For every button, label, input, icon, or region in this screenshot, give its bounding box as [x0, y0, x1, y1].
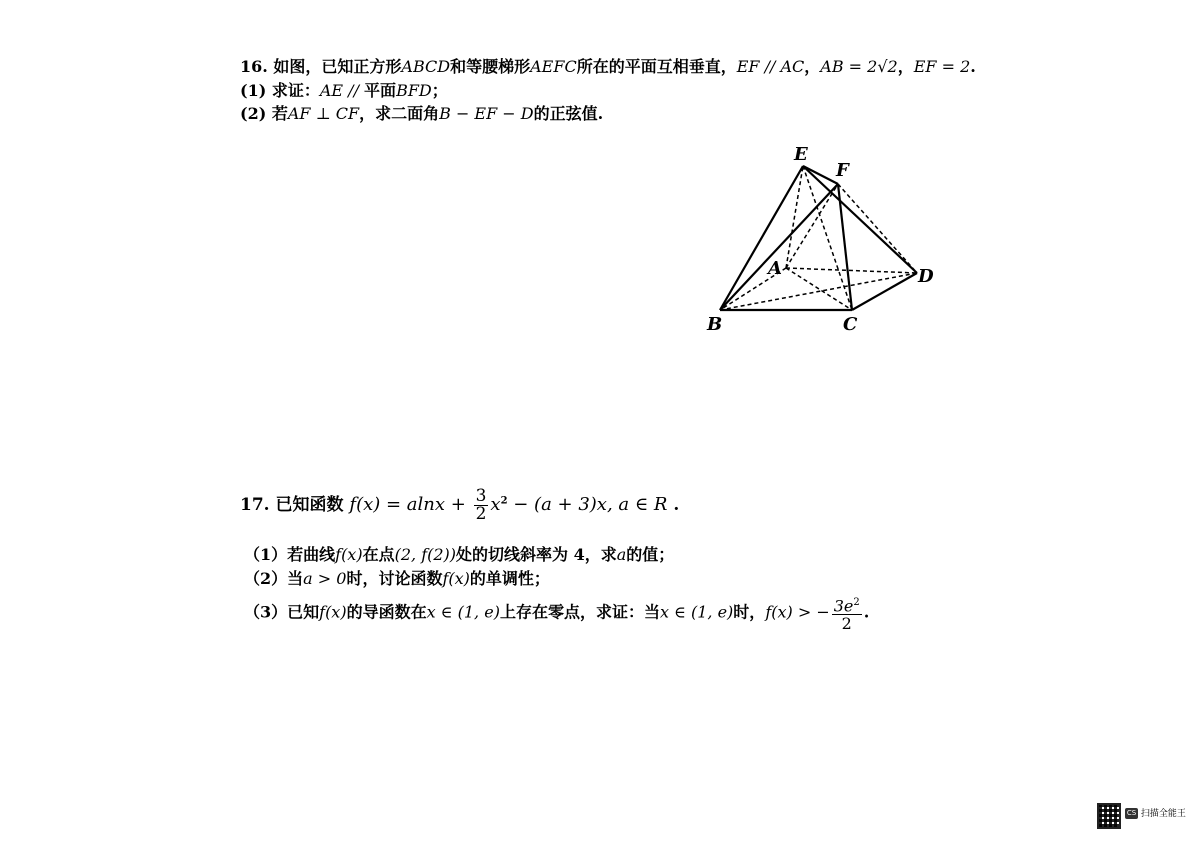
q16-ef-length: EF = 2 — [913, 57, 971, 76]
q16-ef-parallel-ac: EF // AC — [736, 57, 805, 76]
q16-statement — [240, 54, 976, 77]
q16-head-f: . — [970, 57, 976, 76]
edge-af — [786, 184, 838, 268]
q16-p2-a: (2) 若 — [240, 104, 288, 123]
q17-p1-d: (2, f(2)) — [394, 545, 457, 564]
q17-p1-c: 在点 — [362, 545, 395, 564]
q17-p3-e: 上存在零点，求证：当 — [499, 602, 660, 622]
qr-code-icon — [1097, 803, 1121, 829]
q17-part3 — [244, 594, 869, 632]
q17-p2-e: 的单调性； — [469, 569, 550, 588]
edge-fd — [838, 184, 917, 273]
q16-ab-length: AB = 2√2 — [820, 57, 898, 76]
q17-p3-a: （3）已知 — [244, 602, 320, 622]
q17-p2-d: f(x) — [442, 569, 470, 588]
q17-function-x: x — [490, 494, 501, 515]
q17-part1 — [244, 542, 674, 565]
q16-p2-b: AF ⊥ CF — [287, 104, 360, 123]
q17-p3-h: f(x) > − — [765, 602, 830, 622]
q17-p1-f: a — [616, 545, 627, 564]
q17-function-lhs: f(x) = alnx + — [349, 494, 472, 515]
watermark-app-name: 扫描全能王 — [1140, 809, 1186, 819]
q16-p1-b: AE // — [319, 81, 365, 100]
edge-cd — [852, 273, 917, 310]
label-b: B — [707, 314, 723, 335]
q16-p1-d: BFD — [396, 81, 432, 100]
q17-p1-g: 的值； — [626, 545, 675, 564]
q17-p3-c: 的导函数在 — [346, 602, 427, 622]
edge-ed — [803, 166, 917, 273]
q16-p1-c: 平面 — [364, 81, 397, 100]
q16-aefc: AEFC — [530, 57, 577, 76]
label-f: F — [836, 160, 849, 181]
scanner-watermark — [1125, 806, 1186, 819]
q17-p2-b: a > 0 — [303, 569, 347, 588]
q17-p3-fraction — [832, 594, 862, 632]
hidden-edges — [720, 166, 917, 310]
q17-p2-c: 时，讨论函数 — [346, 569, 443, 588]
q17-p3-b: f(x) — [319, 602, 347, 622]
label-a: A — [768, 258, 782, 279]
q17-function-sup: 2 — [500, 495, 508, 507]
q17-head-a: 17. 已知函数 — [240, 495, 344, 515]
q16-head-c: 所在的平面互相垂直， — [576, 57, 737, 76]
q17-p3-g: 时， — [733, 602, 766, 622]
q17-head-end: . — [673, 495, 680, 515]
q17-p3-end: . — [863, 602, 870, 622]
q16-p2-e: 的正弦值. — [533, 104, 604, 123]
q17-p2-a: （2）当 — [244, 569, 304, 588]
q17-p3-num-sup: 2 — [853, 597, 860, 608]
q17-frac-den: 2 — [475, 504, 487, 524]
edge-bf — [720, 184, 838, 310]
q16-head-e: ， — [897, 57, 914, 76]
q16-head-a: 16. 如图，已知正方形 — [240, 57, 402, 76]
q16-head-b: 和等腰梯形 — [450, 57, 531, 76]
q17-fraction — [474, 488, 489, 523]
q17-p3-f: x ∈ (1, e) — [659, 602, 734, 622]
q17-p1-b: f(x) — [335, 545, 363, 564]
q17-p3-d: x ∈ (1, e) — [426, 602, 500, 622]
q17-p3-num: 3e — [833, 596, 854, 616]
edge-ad — [786, 268, 917, 273]
q17-frac-num: 3 — [475, 486, 487, 506]
q16-p1-e: ； — [431, 81, 448, 100]
q16-head-d: ， — [804, 57, 821, 76]
q17-p1-e: 处的切线斜率为 4，求 — [456, 545, 617, 564]
q16-part1 — [240, 78, 448, 101]
q17-statement — [240, 488, 679, 523]
q16-p1-a: (1) 求证： — [240, 81, 320, 100]
q17-p1-a: （1）若曲线 — [244, 545, 336, 564]
label-c: C — [843, 314, 858, 335]
q16-abcd: ABCD — [401, 57, 451, 76]
q17-function-rhs: − (a + 3)x, a ∈ R — [507, 494, 668, 515]
camscanner-logo-icon: CS — [1126, 809, 1137, 817]
label-d: D — [918, 266, 934, 287]
q16-p2-d: B − EF − D — [439, 104, 534, 123]
label-e: E — [794, 144, 808, 165]
q16-p2-c: ，求二面角 — [359, 104, 440, 123]
edge-ac — [786, 268, 852, 310]
q17-part2 — [244, 566, 550, 589]
q16-part2 — [240, 101, 603, 124]
pyramid-figure — [700, 140, 950, 340]
q17-p3-den: 2 — [841, 614, 852, 634]
edge-cf — [838, 184, 852, 310]
